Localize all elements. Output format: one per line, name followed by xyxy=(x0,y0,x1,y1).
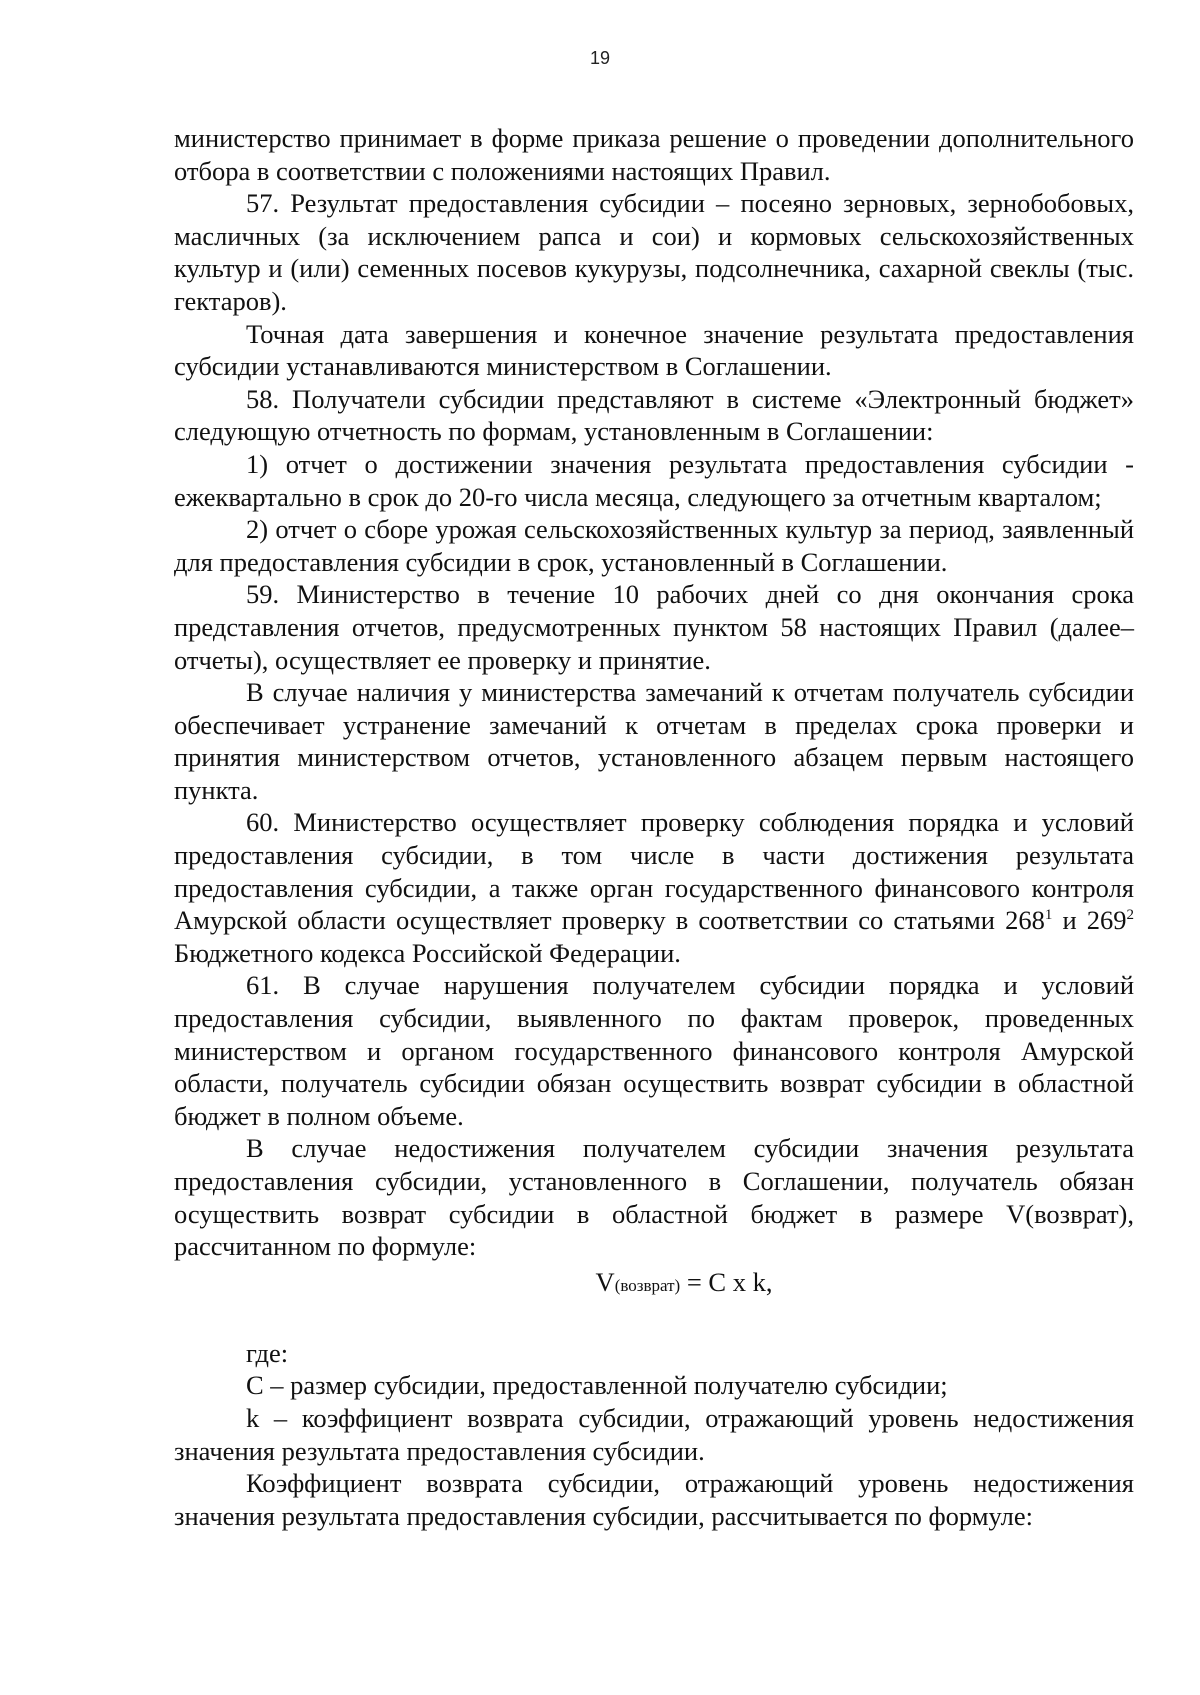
paragraph-58-item-2: 2) отчет о сборе урожая сельскохозяйственных культур за период, заявленный для предоставления субсидии в срок, установленный в Соглашении. xyxy=(174,514,1134,577)
paragraph-61-shortfall: В случае недостижения получателем субсидии значения результата предоставления субсидии, установленного в Соглашении, получатель обязан осуществить возврат субсидии в областной бюджет в размере V(возврат), рассчитанном по формуле: xyxy=(174,1133,1134,1262)
return-formula xyxy=(174,1263,1134,1301)
paragraph-58-item-1: 1) отчет о достижении значения результата предоставления субсидии - ежеквартально в срок до 20-го числа месяца, следующего за отчетным кварталом; xyxy=(174,448,1134,512)
definition-k: k – коэффициент возврата субсидии, отражающий уровень недостижения значения результата предоставления субсидии. xyxy=(174,1402,1134,1466)
paragraph-coefficient: Коэффициент возврата субсидии, отражающий уровень недостижения значения результата предоставления субсидии, рассчитывается по формуле: xyxy=(174,1468,1134,1531)
paragraph-59-remarks: В случае наличия у министерства замечаний к отчетам получатель субсидии обеспечивает устранение замечаний к отчетам в пределах срока проверки и принятия министерством отчетов, установленного абзацем первым настоящего пункта. xyxy=(174,677,1134,805)
where-label: где: xyxy=(246,1337,289,1368)
formula-spacer xyxy=(174,1301,1134,1337)
page-number: 19 xyxy=(589,48,611,68)
paragraph-60-tail: Бюджетного кодекса Российской Федерации. xyxy=(174,937,681,968)
paragraph-60 xyxy=(174,806,1134,969)
paragraph-58: 58. Получатели субсидии представляют в системе «Электронный бюджет» следующую отчетность по формам, установленным в Соглашении: xyxy=(174,383,1134,447)
formula-rhs: = C x k, xyxy=(680,1266,773,1297)
article-269-superscript: 2 xyxy=(1126,907,1135,924)
conjunction-and: и xyxy=(1062,905,1077,936)
article-269: 269 xyxy=(1086,905,1127,936)
article-268: 268 xyxy=(1005,905,1045,936)
paragraph-57: 57. Результат предоставления субсидии – посеяно зерновых, зернобобовых, масличных (за исключением рапса и сои) и кормовых сельскохозяйственных культур и (или) семенных посевов кукурузы, подсолнечника, сахарной свеклы (тыс. гектаров). xyxy=(174,188,1134,316)
paragraph-continuation: министерство принимает в форме приказа решение о проведении дополнительного отбора в соответствии с положениями настоящих Правил. xyxy=(174,123,1134,186)
paragraph-57-result-date: Точная дата завершения и конечное значение результата предоставления субсидии устанавливаются министерством в Соглашении. xyxy=(174,318,1134,382)
formula-lhs: V xyxy=(595,1266,615,1297)
definition-c: С – размер субсидии, предоставленной получателю субсидии; xyxy=(246,1370,948,1401)
document-body xyxy=(174,122,1134,1532)
paragraph-60-text: 60. Министерство осуществляет проверку соблюдения порядка и условий предоставления субсидии, в том числе в части достижения результата предоставления субсидии, а также орган государственного финансового контроля Амурской области осуществляет проверку в соответствии со статьями xyxy=(174,807,1134,936)
paragraph-59: 59. Министерство в течение 10 рабочих дней со дня окончания срока представления отчетов, предусмотренных пунктом 58 настоящих Правил (далее– отчеты), осуществляет ее проверку и принятие. xyxy=(174,579,1134,675)
formula-lhs-subscript: (возврат) xyxy=(614,1275,681,1295)
paragraph-61: 61. В случае нарушения получателем субсидии порядка и условий предоставления субсидии, выявленного по фактам проверок, проведенных министерством и органом государственного финансового контроля Амурской области, получатель субсидии обязан осуществить возврат субсидии в областной бюджет в полном объеме. xyxy=(174,970,1134,1131)
article-268-superscript: 1 xyxy=(1044,907,1053,924)
